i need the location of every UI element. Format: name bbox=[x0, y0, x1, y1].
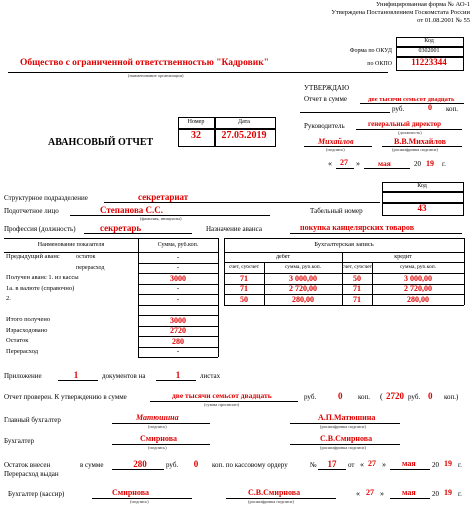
report-title: АВАНСОВЫЙ ОТЧЕТ bbox=[48, 137, 154, 148]
checked-amount-kop: 0 bbox=[428, 391, 433, 401]
okpo-code: 11223344 bbox=[411, 57, 447, 67]
cashier-year: 19 bbox=[444, 488, 452, 497]
acc-cell: 280,00 bbox=[292, 295, 314, 304]
left-row-value: - bbox=[176, 264, 180, 271]
date-label: Дата bbox=[238, 119, 250, 125]
prof-value: секретарь bbox=[100, 223, 142, 233]
left-row-value: 3000 bbox=[170, 316, 186, 325]
sheets-count: 1 bbox=[175, 370, 181, 380]
acc-cell: 3 000,00 bbox=[289, 274, 317, 283]
purpose-value: покупка канцелярских товаров bbox=[300, 223, 415, 232]
tab-label: Табельный номер bbox=[310, 207, 363, 215]
left-row-label: Предыдущий аванс bbox=[6, 253, 60, 260]
okpo-label: по ОКПО bbox=[367, 61, 392, 67]
approval-rub: руб. bbox=[392, 105, 405, 113]
checked-kop-label: коп. bbox=[358, 393, 371, 401]
left-row-value: 280 bbox=[172, 337, 184, 346]
person-caption: (фамилия, инициалы) bbox=[140, 216, 182, 221]
sheets-label: листах bbox=[200, 372, 221, 380]
acc-cell: 50 bbox=[353, 274, 361, 283]
checked-kop: 0 bbox=[338, 391, 343, 401]
okud-label: Форма по ОКУД bbox=[349, 48, 392, 54]
rest-kop: 0 bbox=[193, 459, 199, 469]
rest-rub: руб. bbox=[166, 461, 179, 469]
approval-title: УТВЕРЖДАЮ bbox=[304, 84, 350, 92]
acc-title: Бухгалтерская запись bbox=[314, 242, 374, 248]
checked-amount-kop-label: коп.) bbox=[444, 393, 459, 401]
left-row-value: 3000 bbox=[170, 274, 186, 283]
approval-month: мая bbox=[378, 159, 391, 168]
acc-cell: 280,00 bbox=[407, 295, 429, 304]
approval-sum-words: две тысячи семьсот двадцать bbox=[368, 96, 455, 103]
checked-words: две тысячи семьсот двадцать bbox=[172, 391, 272, 400]
left-row-value: - bbox=[176, 253, 180, 261]
prof-label: Профессия (должность) bbox=[4, 225, 76, 233]
left-row-label: Получен аванс 1. из кассы bbox=[6, 274, 79, 281]
acc-cell: 2 720,00 bbox=[289, 285, 317, 293]
left-row-label: Итого получено bbox=[6, 316, 51, 323]
left-col-indicator: Наименование показателя bbox=[37, 242, 105, 248]
approval-year: 19 bbox=[426, 159, 434, 168]
accountant-sig: Смирнова bbox=[140, 434, 178, 443]
cashier-label: Бухгалтер (кассир) bbox=[8, 490, 65, 498]
chief-sig: Матюшина bbox=[136, 413, 179, 422]
chief-name: А.П.Матюшина bbox=[318, 413, 376, 422]
left-row-value: - bbox=[176, 348, 180, 355]
rest-in-sum: в сумме bbox=[80, 461, 104, 469]
order-day: 27 bbox=[368, 459, 376, 468]
head-position: генеральный директор bbox=[368, 120, 442, 128]
attach-count: 1 bbox=[73, 370, 79, 380]
tab-number: 43 bbox=[417, 203, 427, 213]
left-row-label: Израсходовано bbox=[6, 326, 48, 334]
order-no-label: № bbox=[310, 461, 317, 469]
checked-label: Отчет проверен. К утверждению в сумме bbox=[4, 393, 127, 401]
acc-cell: 71 bbox=[240, 274, 248, 283]
approved-date: от 01.08.2001 № 55 bbox=[417, 17, 470, 24]
left-row-label: Перерасход bbox=[6, 347, 39, 355]
approval-year-prefix: 20 bbox=[414, 160, 421, 168]
order-year: 19 bbox=[444, 459, 452, 468]
acc-debit-amount: сумма, руб.коп. bbox=[284, 265, 322, 270]
accountant-name: С.В.Смирнова bbox=[320, 434, 373, 443]
acc-cell: 50 bbox=[240, 295, 248, 304]
cashier-name: С.В.Смирнова bbox=[248, 488, 301, 497]
cashier-sig-caption: (подпись) bbox=[130, 499, 149, 504]
head-signature: Михайлов bbox=[318, 137, 354, 146]
rest-label: Остаток внесен bbox=[4, 461, 51, 469]
checked-amount: 2720 bbox=[386, 391, 404, 401]
dept-label: Структурное подразделение bbox=[4, 194, 88, 202]
head-sig-caption: (подпись) bbox=[326, 147, 345, 152]
form-name: Унифицированная форма № АО-1 bbox=[376, 1, 470, 8]
acc-debit: дебет bbox=[276, 254, 290, 260]
rest-kop-label: коп. по кассовому ордеру bbox=[212, 461, 288, 469]
report-date: 27.05.2019 bbox=[221, 130, 267, 141]
head-name: В.В.Михайлов bbox=[394, 137, 446, 146]
accountant-decode-caption: (расшифровка подписи) bbox=[320, 445, 366, 450]
left-col-sum: Сумма, руб.коп. bbox=[157, 242, 199, 248]
cashier-day: 27 bbox=[366, 488, 374, 497]
left-row-sub: остаток bbox=[76, 254, 96, 260]
head-decode-caption: (расшифровка подписи) bbox=[392, 147, 438, 152]
head-label: Руководитель bbox=[304, 122, 345, 130]
accountant-label: Бухгалтер bbox=[4, 437, 35, 445]
cashier-year-suffix: г. bbox=[458, 490, 462, 498]
approved-by: Утверждена Постановлением Госкомстата России bbox=[331, 9, 470, 16]
report-number: 32 bbox=[191, 130, 201, 141]
acc-debit-account: счет, субсчет bbox=[228, 265, 260, 270]
cashier-year-prefix: 20 bbox=[432, 490, 439, 498]
chief-decode-caption: (расшифровка подписи) bbox=[320, 424, 366, 429]
person-value: Степанова С.С. bbox=[100, 205, 164, 215]
org-caption: (наименование организации) bbox=[128, 73, 184, 78]
approval-kop-label: коп. bbox=[446, 105, 459, 113]
acc-cell: 2 720,00 bbox=[404, 285, 432, 293]
left-row-label: 1а. в валюте (справочно) bbox=[6, 284, 75, 292]
cashier-sig: Смирнова bbox=[112, 488, 150, 497]
person-label: Подотчетное лицо bbox=[4, 207, 59, 215]
checked-amount-rub: руб. bbox=[408, 393, 421, 401]
purpose-label: Назначение аванса bbox=[206, 225, 262, 233]
left-row-label: Остаток bbox=[6, 337, 29, 344]
accountant-sig-caption: (подпись) bbox=[148, 445, 167, 450]
order-from: от bbox=[348, 461, 355, 469]
attach-label: Приложение bbox=[4, 372, 42, 380]
dept-value: секретариат bbox=[138, 192, 189, 202]
approval-day: 27 bbox=[340, 158, 348, 167]
order-year-suffix: г. bbox=[458, 461, 462, 469]
order-no: 17 bbox=[327, 459, 337, 469]
left-row-value: - bbox=[176, 295, 180, 303]
approval-sum-label: Отчет в сумме bbox=[304, 95, 347, 103]
approval-year-suffix: г. bbox=[442, 160, 446, 168]
acc-cell: 3 000,00 bbox=[404, 274, 432, 283]
left-row-label: 2. bbox=[6, 295, 11, 302]
acc-credit-amount: сумма, руб.коп. bbox=[399, 265, 437, 270]
left-row-value: - bbox=[176, 285, 180, 292]
acc-credit: кредит bbox=[394, 254, 412, 260]
left-row-value: 2720 bbox=[170, 327, 186, 335]
overspend-label: Перерасход выдан bbox=[4, 470, 59, 478]
acc-cell: 71 bbox=[353, 285, 361, 293]
rest-amount: 280 bbox=[133, 459, 147, 469]
amount-open-paren: ( bbox=[380, 392, 383, 401]
approval-kop: 0 bbox=[428, 103, 432, 112]
code-header: Код bbox=[424, 38, 434, 44]
cashier-month: мая bbox=[402, 488, 416, 497]
checked-rub: руб. bbox=[304, 393, 317, 401]
chief-sig-caption: (подпись) bbox=[148, 424, 167, 429]
words-caption: (сумма прописью) bbox=[204, 402, 240, 407]
order-month: мая bbox=[402, 459, 416, 468]
advance-report-form: Унифицированная форма № АО-1 Утверждена Постановлением Госкомстата России от 01.08.2001 № 55 Код 0302001 Форма по ОКУД 11223344 по ОКПО Общество с ограниченной ответственностью "Кадровик" (наименование организации) УТВЕРЖДАЮ Отчет в сумме две тысячи семьсот двадцать руб. 0 коп. Руководитель генеральный директор (должность) Михайлов В.В.Михайлов (подпись) (расшифровка подписи) « 27 » мая 20 19 г. АВАНСОВЫЙ ОТЧЕТ Номер Дата 32 27.05.2019 Код 43 Структурное подразделение секретариат Подотчетное лицо Степанова С.С. (фамилия, инициалы) Табельный номер Профессия (должность) секретарь Назначение аванса покупка канцелярских товаров Наименование показателя Сумма, руб.коп. Предыдущий аванс остаток - перерасход - Получен аванс 1. из кассы 3000 1а. в валюте (справочно) - 2. - Итого получено 3000 Израсходовано 2720 Остаток 280 Перерасход - Бухгалтерская запись дебет кредит счет, субсчет сумма, руб.коп. счет, субсчет сумма, руб.коп. 71 3 000,00 50 3 000,00 71 2 720,00 71 2 720,00 50 280,00 71 280,00 Приложение 1 документов на 1 листах Отчет проверен. К утверждению в сумме две тысячи семьсот двадцать (сумма прописью) руб. 0 коп. ( 2720 руб. 0 коп.) Главный бухгалтер Матюшина (подпись) А.П.Матюшина (расшифровка подписи) Бухгалтер Смирнова (подпись) С.В.Смирнова (расшифровка подписи) Остаток внесен Перерасход выдан в сумме 280 руб. 0 коп. по кассовому ордеру № 17 от « 27 » мая 20 19 г. Бухгалтер (кассир) Смирнова (подпись) С.В.Смирнова (расшифровка подписи) « 27 » мая 20 19 г. bbox=[4, 1, 470, 504]
position-caption: (должность) bbox=[398, 130, 422, 135]
org-name: Общество с ограниченной ответственностью "Кадровик" bbox=[20, 58, 269, 68]
docs-label: документов на bbox=[102, 372, 146, 380]
acc-credit-account: счет, субсчет bbox=[342, 265, 372, 270]
chief-label: Главный бухгалтер bbox=[4, 416, 61, 424]
order-year-prefix: 20 bbox=[432, 461, 439, 469]
number-label: Номер bbox=[187, 119, 205, 125]
info-code-label: Код bbox=[417, 183, 427, 189]
acc-cell: 71 bbox=[353, 295, 361, 304]
acc-cell: 71 bbox=[240, 285, 248, 293]
left-row-sub: перерасход bbox=[76, 264, 105, 271]
cashier-decode-caption: (расшифровка подписи) bbox=[248, 499, 294, 504]
okud-code: 0302001 bbox=[418, 48, 440, 54]
